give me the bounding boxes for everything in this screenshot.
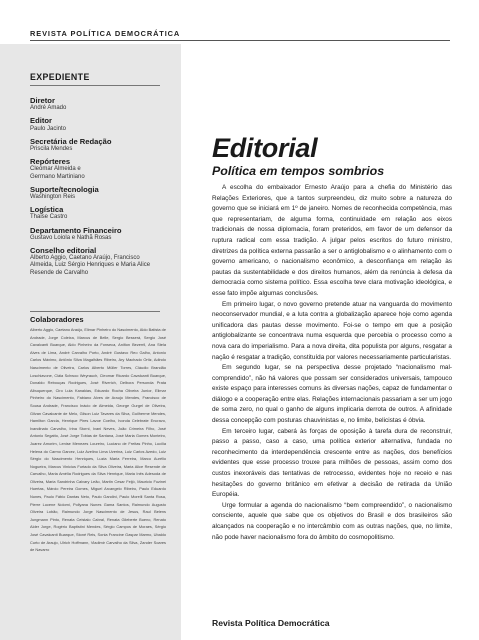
editorial-subtitle: Política em tempos sombrios (212, 164, 385, 178)
collaborators-rule (30, 311, 160, 312)
role-title: Diretor (30, 96, 55, 105)
collaborators-section (30, 311, 166, 554)
page-header (0, 0, 479, 44)
editorial-paragraph: Em primeiro lugar, o novo governo pretende atuar na vanguarda do movimento neoconservador mundial, e a luta contra a globalização aparece hoje como agenda unificadora das pautas desse movimento. Foi-se o tempo em que a posição antiglobalizante se concentrava numa esquerda que percebia o processo como a nova cara do imperialismo. Para a nova direita, dita populista por alguns, resgatar a nação é resgatar a tradição, constituída por valores necessariamente particularistas. (212, 300, 452, 361)
role-item (30, 137, 170, 153)
role-title: Editor (30, 116, 52, 126)
role-name: Alberto Aggio, Caetano Araújo, Francisco Almeida, Luiz Sérgio Henriques e Maria Alice Resende de Carvalho (30, 255, 151, 276)
role-item (30, 157, 170, 181)
role-title: Suporte/tecnologia (30, 184, 99, 194)
role-item (30, 246, 170, 277)
role-title: Conselho editorial (30, 246, 97, 256)
role-item (30, 185, 170, 201)
editorial-paragraph: Urge formular a agenda do nacionalismo “bem compreendido”, o nacionalismo consciente, aquele que sabe que os objetivos do Brasil e dos brasileiros são alcançados na cooperação e no intercâmbio com as outras nações, que, no limite, não pode haver nacionalismo fora do âmbito do cosmopolitismo. (212, 501, 452, 541)
masthead-title: EXPEDIENTE (30, 72, 90, 82)
role-name: Thaise Castro (30, 214, 68, 221)
role-name: Paulo Jacinto (30, 125, 67, 132)
editorial-signature: Revista Política Democrática (212, 618, 330, 628)
collaborators-list: Alberto Aggio, Caetano Araújo, Elimar Pinheiro do Nascimento, Aldo Batista de Andrade, Jorge Coleixa, Marcus de Belle, Sergio Besserá, Sergio José Cavalcanti Buarque, Aldo Pinheiro da Fonseca, Anilton Bezerril, Ana Stela Alves de Lima, André Carvalho Porto, André Gustavo Reo Galho, Antonio Carlos Máximo, Antônio Silva Magalhães Ribeiro, Ary Machado Ortiz, Adindo Nascimento de Oliveira, Carlos Alberto Müller Torres, Cláudio Brandão Loschiavone, Cláia Schwoo Weyrauch, Cleomar Ricardo Cavalcanti Buarque, Donaldo Rebouças Rodrigues, José Riverich, Delbora Personda Prata Albuquerque, Ciro Lula Kanakias, Eduardo Rocha Oliveira Junior, Elimar Pinheiro do Nascimento, Fabiano Alves de Araujo Mendes, Francisco de Sousa Andrade, Francisco Inácio de Almeida, George Gurgel de Oliveira, Gilvan Cavalcante de Melo, Gilson Luiz Tavares da Silva, Guilherme Mendes, Hamilton Garcia, Henrique Pires Lavoe Coelho, Ivonda Celebrate Encravo, Ivandinato Carvalho, Irina Storni, Ivani Neves, João Crimeira Filho, José Antonio Segatto, José Jorge Tobias de Santana, José Maria Gomes Monteiro, Juarez Amorim, Lenise Menezes Loureiro, Luciano de Freitas Pinho, Lucília Helena do Carmo Garcez, Luiz Avelino Lima Uverina, Luiz Carlos Azedo, Luiz Sérgio do Nascimento Henriques, Luzia Maria Ferreira, Marco Aurélio Nogueira, Marcus Vinicius Furtado da Silva Oliveira, Maria Alice Resende de Carvalho, Maria Amélia Rodrigues da Silva Henrique, Maria Inês Adesoda de Oliveira, Maria Sandrinha Calvary Leão, Martin Cesar Feijó, Mauricio Fuzinei Huertas, Márcio Pereira Gomes, Miguel Arcangelo Ribeiro, Paulo Eduardo Nunes, Paulo Fábio Dantas Neto, Paulo Gandini, Paulo Morelli Santa Rosa, Pierre Lucene Nolomi, Pollyana Nunes Gama Santos, Raimundo Augusto Oliveira Lobão, Raimundo Jorge Nascimento de Jesus, Raul Belens Jungmann Pinto, Renata Ceistalo Cabral, Renata Gileberte Bueno, Renato Alder Jorge, Rogério Baptistini Mendes, Sérgio Campos de Moraes, Sérgio José Cavalcanti Buarque, Stoné Reis, Sonia Francine Gaspar Marmo, Ubaldo Curto de Araujo, Ulrich Hoffmann, Vladimir Carvalho da Silva, Zander Soares de Navarro (30, 327, 166, 553)
role-name: Cleomar Almeida e Germano Martiniano (30, 166, 85, 180)
editorial-body (212, 183, 452, 543)
masthead-rule (30, 85, 160, 86)
editorial-paragraph: A escolha do embaixador Ernesto Araújo para a chefia do Ministério das Relações Exteriores, que a tantos surpreendeu, diz muito sobre a natureza do governo que se iniciará em 1º de janeiro. Nomes de reconhecida competência, mas que representariam, de alguma forma, continuidade em relação aos eixos tradicionais de nossa diplomacia, foram preteridos, em favor de um defensor da ruptura radical com essa tradição. A julgar pelos escritos do futuro ministro, diretrizes da política externa passarão a ser o antiglobalismo e o alinhamento com o governo americano, o nacionalismo econômico, a desconfiança em relação às pautas da sustentabilidade e dos direitos humanos, além da renúncia à defesa da democracia como sistema político. Essa escolha teve clara motivação ideológica, e esse fato impõe algumas conclusões. (212, 184, 452, 297)
role-name: Washington Reis (30, 194, 76, 201)
editorial-paragraph: Em segundo lugar, se na perspectiva desse projetado “nacionalismo mal-comprendido”, não há valores que possam ser considerados universais, tampouco existe espaço para interesses comuns às diversas nações, capaz de fundamentar o diálogo e a cooperação entre elas. Relações internacionais passariam a ser um jogo de soma zero, no qual o ganho de alguns implicaria derrota de outros. A afinidade dessa concepção com posturas chauvinistas e, no limite, belicistas é óbvia. (212, 364, 452, 425)
editorial-title: Editorial (212, 133, 318, 163)
role-title: Repórteres (30, 157, 71, 167)
editorial-heading (212, 134, 452, 178)
role-item (30, 116, 170, 132)
role-title: Secretária de Redação (30, 136, 112, 146)
role-item (30, 205, 170, 221)
role-item (30, 96, 170, 112)
role-title: Departamento Financeiro (30, 225, 122, 235)
role-name: Gustavo Loiola e Nathã Rosas (30, 234, 112, 241)
masthead-roles (30, 96, 170, 281)
role-name: Priscila Mendes (30, 146, 73, 153)
role-item (30, 226, 170, 242)
role-title: Logística (30, 205, 64, 215)
collaborators-title: Colaboradores (30, 315, 84, 324)
header-rule (30, 40, 450, 41)
editorial-paragraph: Em terceiro lugar, caberá às forças de oposição à tarefa dura de reconstruir, passo a passo, caso a caso, uma política exterior alternativa, fundada no reconhecimento da interdependência crescente entre as nações, dos benefícios evidentes que esse processo trouxe para milhões de pessoas, assim como dos custos inexoráveis das tentativas de retrocesso, evidentes hoje no receio e nas hesitações do governo britânico em efetivar a decisão de retirada da União Européia. (212, 427, 452, 499)
journal-name: REVISTA POLÍTICA DEMOCRÁTICA (30, 29, 181, 38)
role-name: André Amado (30, 105, 67, 112)
